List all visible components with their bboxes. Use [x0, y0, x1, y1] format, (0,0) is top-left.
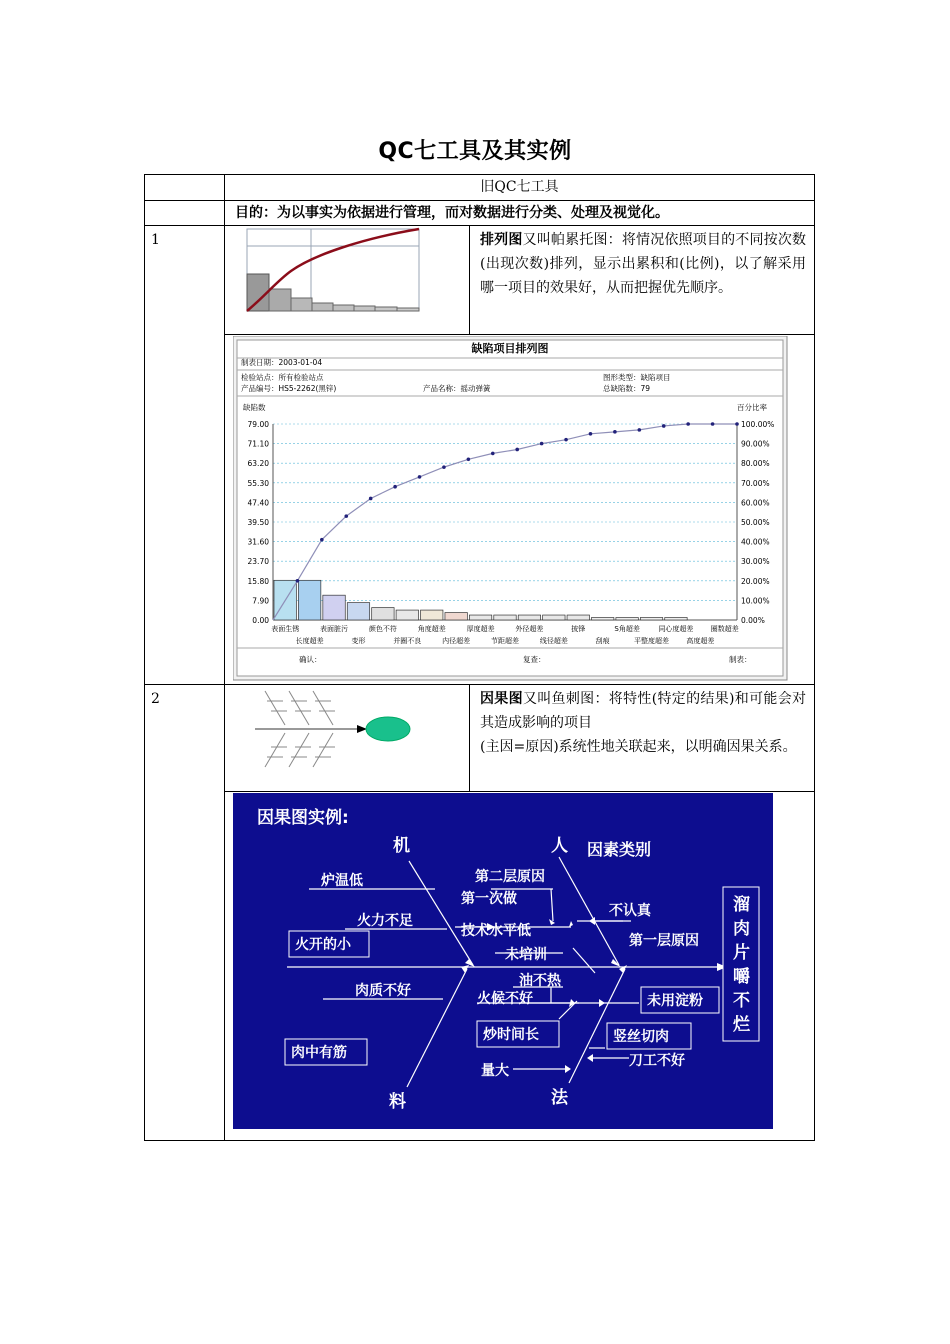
first-layer-label: 第一层原因: [629, 933, 699, 949]
category-person: 人: [551, 836, 568, 856]
cause-first-time: 第一次做: [461, 891, 517, 907]
fishbone-desc-text-2: (主因=原因)系统性地关联起来，以明确因果关系。: [480, 739, 797, 755]
cause-meat-bad: 肉质不好: [355, 983, 411, 999]
fishbone-title: [257, 807, 349, 828]
purpose-text: 目的：为以事实为依据进行管理，而对数据进行分类、处理及视觉化。: [225, 201, 815, 226]
y-tick-label: 39.50: [247, 518, 269, 527]
row-number-1: 1: [145, 226, 225, 685]
y-tick-label: 71.10: [247, 439, 269, 449]
pareto-bar: [396, 610, 418, 620]
x-category-label: 线径超差: [539, 637, 568, 645]
x-category-label: S角超差: [614, 625, 640, 633]
y-tick-label: 15.80: [247, 576, 269, 586]
y2-tick-label: 20.00%: [741, 576, 770, 586]
fishbone-diagram: [233, 793, 773, 1129]
pareto-row: [145, 226, 815, 335]
cumulative-point: [369, 497, 373, 501]
pareto-chart: [233, 336, 822, 684]
effect-char: 嚼: [733, 967, 750, 987]
effect-char: 溜: [733, 895, 750, 915]
fishbone-example-row: [145, 792, 815, 1141]
cause-big-amount: 量大: [481, 1063, 509, 1079]
cause-not-serious: 不认真: [609, 903, 651, 919]
cumulative-point: [711, 422, 715, 426]
cause-oil-cold: 油不热: [519, 973, 561, 989]
pareto-station: 检验站点：所有检验站点: [241, 373, 324, 382]
x-category-label: 长度超差: [295, 637, 324, 645]
y-tick-label: 31.60: [247, 537, 269, 547]
cumulative-point: [442, 465, 446, 469]
y-tick-label: 63.20: [247, 459, 269, 469]
header-cell-empty: [145, 175, 225, 201]
category-material: 料: [389, 1092, 406, 1112]
x-category-label: 并圈不良: [393, 637, 422, 645]
pareto-bar: [567, 615, 589, 620]
y2-tick-label: 90.00%: [741, 439, 770, 449]
x-category-label: 同心度超差: [658, 625, 694, 633]
purpose-row: [145, 201, 815, 226]
effect-char: 片: [733, 943, 750, 963]
y-tick-label: 0.00: [252, 616, 269, 625]
pareto-example-cell: [225, 335, 815, 685]
y2-tick-label: 80.00%: [741, 459, 770, 469]
fishbone-thumbnail: [225, 685, 470, 783]
cumulative-point: [589, 432, 593, 436]
pareto-product-no: 产品编号：HS5-2262(黑锌): [241, 384, 337, 393]
pareto-footer-confirm: 确认：: [299, 655, 322, 664]
pareto-bar: [494, 615, 516, 620]
cumulative-point: [540, 442, 544, 446]
x-category-label: 变形: [351, 637, 366, 645]
x-category-label: 圈数超差: [710, 625, 739, 633]
pareto-left-axis-label: 缺陷数: [243, 403, 266, 412]
pareto-chart-title: 缺陷项目排列图: [471, 342, 549, 355]
cumulative-point: [320, 538, 324, 542]
cause-skill-low: 技术水平低: [461, 923, 531, 939]
fishbone-title-text: 因果图实例:: [257, 808, 349, 828]
pareto-bar: [445, 613, 467, 620]
y-tick-label: 47.40: [247, 498, 269, 508]
cause-heat-bad: 火候不好: [477, 991, 533, 1007]
cause-meat-tendon: 肉中有筋: [291, 1045, 347, 1061]
y2-tick-label: 40.00%: [741, 537, 770, 547]
effect-char: 肉: [733, 919, 750, 939]
cumulative-point: [735, 422, 739, 426]
category-machine: 机: [393, 836, 410, 856]
y2-tick-label: 100.00%: [741, 420, 775, 429]
pareto-bar: [640, 618, 662, 620]
pareto-example-row: [145, 335, 815, 685]
pareto-term: 排列图: [480, 232, 523, 248]
cause-knife-bad: 刀工不好: [629, 1053, 685, 1069]
fishbone-term: 因果图: [480, 691, 523, 707]
x-category-label: 表面生锈: [271, 625, 300, 633]
effect-char: 烂: [733, 1015, 750, 1035]
fishbone-example-cell: [225, 792, 815, 1141]
x-category-label: 内径超差: [442, 637, 471, 645]
fishbone-desc-text-1: 又叫鱼刺图：将特性(特定的结果)和可能会对其造成影响的项目: [480, 691, 807, 731]
cumulative-point: [418, 475, 422, 479]
pareto-product-name: 产品名称：摇动弹簧: [423, 384, 491, 393]
purpose-cell-empty: [145, 201, 225, 226]
table-header-row: [145, 175, 815, 201]
x-category-label: 平整度超差: [634, 637, 670, 645]
cumulative-point: [491, 452, 495, 456]
fishbone-thumbnail-cell: [225, 685, 470, 792]
pareto-bar: [591, 618, 613, 620]
pareto-chart-type: 图形类型：缺陷项目: [603, 373, 671, 382]
y2-tick-label: 50.00%: [741, 518, 770, 527]
cumulative-point: [515, 448, 519, 452]
pareto-date: 制表日期：2003-01-04: [241, 358, 323, 367]
y2-tick-label: 0.00%: [741, 616, 765, 625]
x-category-label: 高度超差: [686, 637, 715, 645]
category-label: 因素类别: [587, 840, 652, 859]
pareto-thumbnail-cell: [225, 226, 470, 335]
pareto-thumbnail: [225, 226, 470, 326]
cause-furnace-low: 炉温低: [321, 873, 363, 889]
x-category-label: 厚度超差: [466, 625, 495, 633]
x-category-label: 外径超差: [515, 625, 544, 633]
qc-tools-table: [144, 174, 815, 1141]
pareto-bar: [372, 608, 394, 620]
cause-not-trained: 未培训: [505, 947, 547, 963]
y-tick-label: 7.90: [252, 596, 269, 606]
second-layer-label: 第二层原因: [475, 869, 545, 885]
x-category-label: 披锋: [571, 625, 586, 633]
pareto-bar: [323, 595, 345, 620]
y2-tick-label: 10.00%: [741, 596, 770, 606]
row-number-2: 2: [145, 685, 225, 1141]
pareto-bar: [347, 603, 369, 620]
pareto-bar: [665, 618, 687, 620]
pareto-total: 总缺陷数：79: [603, 384, 651, 393]
cumulative-point: [344, 514, 348, 518]
y2-tick-label: 60.00%: [741, 498, 770, 508]
cumulative-point: [686, 422, 690, 426]
header-old-qc-tools: 旧QC七工具: [225, 175, 815, 201]
cumulative-point: [662, 424, 666, 428]
y-tick-label: 79.00: [247, 420, 269, 429]
fishbone-row: [145, 685, 815, 792]
cause-fry-long: 炒时间长: [483, 1027, 539, 1043]
x-category-label: 表面脏污: [320, 625, 349, 633]
pareto-desc-text: 又叫帕累托图：将情况依照项目的不同按次数(出现次数)排列，显示出累积和(比例)，以了解采用哪一项目的效果好，从而把握优先顺序。: [480, 232, 807, 296]
x-category-label: 角度超差: [417, 625, 446, 633]
y-tick-label: 23.70: [247, 557, 269, 567]
x-category-label: 颜色不符: [368, 625, 397, 633]
pareto-footer-maker: 制表：: [729, 655, 752, 664]
y-tick-label: 55.30: [247, 478, 269, 488]
pareto-bar: [469, 615, 491, 620]
cumulative-point: [564, 438, 568, 442]
fishbone-description: [470, 685, 815, 792]
pareto-bar: [518, 615, 540, 620]
category-method: 法: [551, 1088, 568, 1108]
cumulative-point: [393, 485, 397, 489]
cumulative-point: [467, 457, 471, 461]
x-category-label: 节距超差: [491, 637, 519, 645]
pareto-bar: [616, 618, 638, 620]
x-category-label: 刮痕: [595, 637, 610, 645]
cause-vertical-cut: 竖丝切肉: [613, 1029, 669, 1045]
y2-tick-label: 30.00%: [741, 557, 770, 567]
cause-fire-weak: 火力不足: [357, 913, 413, 929]
y2-tick-label: 70.00%: [741, 478, 770, 488]
cause-fire-small: 火开的小: [295, 937, 351, 953]
pareto-description: [470, 226, 815, 335]
cumulative-point: [638, 428, 642, 432]
document-title: QC七工具及其实例: [378, 139, 572, 164]
pareto-bar: [421, 610, 443, 620]
pareto-right-axis-label: 百分比率: [737, 403, 767, 412]
effect-char: 不: [733, 991, 750, 1011]
pareto-footer-review: 复查：: [523, 655, 546, 664]
cumulative-point: [296, 579, 300, 583]
pareto-bar: [543, 615, 565, 620]
cumulative-point: [613, 430, 617, 434]
cause-no-starch: 未用淀粉: [647, 993, 703, 1009]
pareto-bar: [298, 580, 320, 620]
